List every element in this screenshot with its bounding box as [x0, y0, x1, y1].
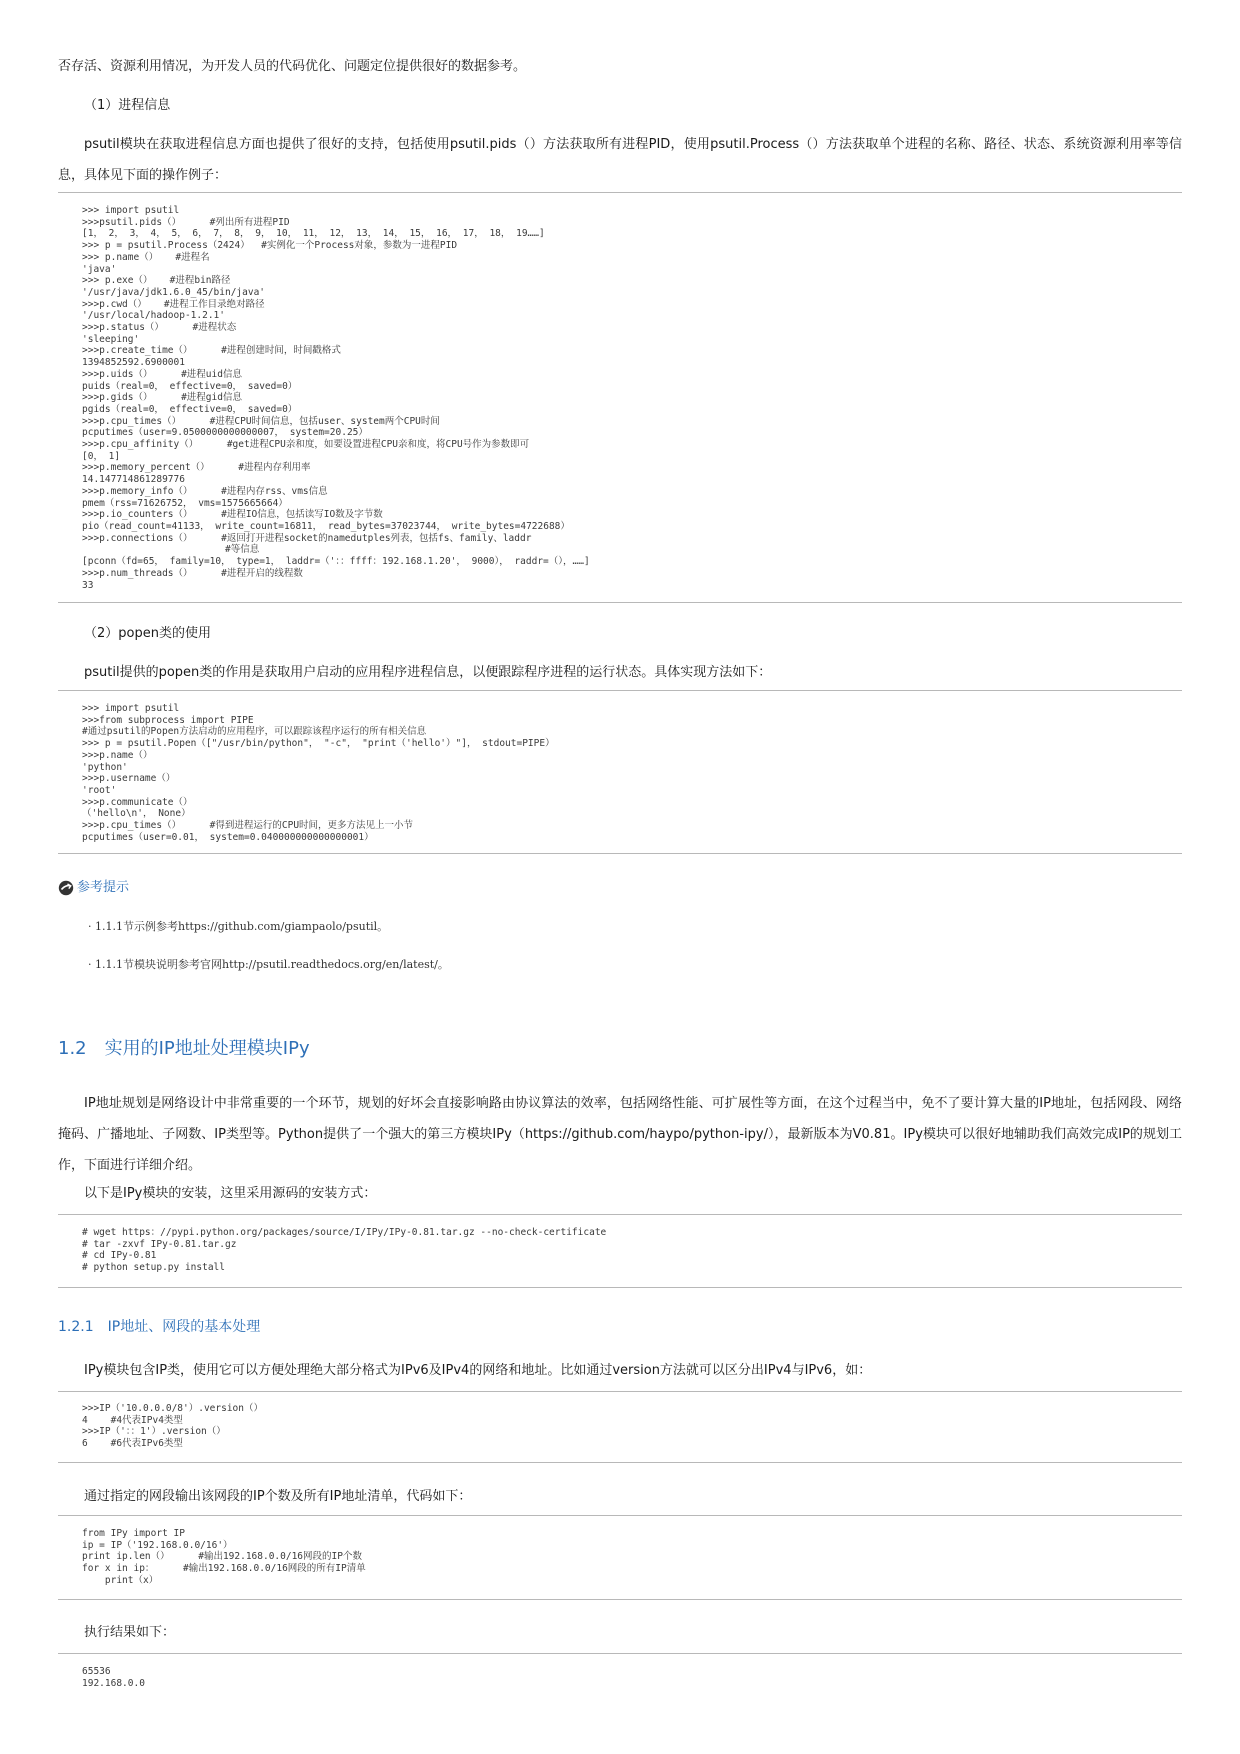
code-line: 1394852592.6900001	[82, 357, 185, 369]
ip-count-paragraph: 通过指定的网段输出该网段的IP个数及所有IP地址清单，代码如下：	[84, 1489, 472, 1504]
code-line: '/usr/java/jdk1.6.0_45/bin/java'	[82, 286, 266, 298]
code-line: 6 #6代表IPv6类型	[82, 1438, 183, 1450]
code-line: >>> import psutil	[82, 703, 180, 714]
code-line: >>>p.gids（） #进程gid信息	[82, 392, 242, 404]
version-paragraph: IPy模块包含IP类，使用它可以方便处理绝大部分格式为IPv6及IPv4的网络和地址。比如通过version方法就可以区分出IPv4与IPv6，如：	[84, 1363, 872, 1378]
code-line: >>>p.cpu_times（） #得到进程运行的CPU时间，更多方法见上一小节	[82, 820, 414, 832]
code-line: >>>p.memory_info（） #进程内存rss、vms信息	[82, 485, 328, 497]
code-line: # tar -zxvf IPy-0.81.tar.gz	[82, 1238, 237, 1250]
code-line: #通过psutil的Popen方法启动的应用程序，可以跟踪该程序运行的所有相关信息	[82, 726, 427, 738]
code-line: from IPy import IP	[82, 1528, 185, 1539]
code-block-top-rule	[58, 1391, 1182, 1392]
code-line: 'python'	[82, 761, 128, 773]
code-line: print ip.len（） #输出192.168.0.0/16网段的IP个数	[82, 1551, 362, 1563]
result-paragraph: 执行结果如下：	[84, 1625, 176, 1640]
code-block-install	[82, 1227, 1172, 1274]
process-info-paragraph: psutil模块在获取进程信息方面也提供了很好的支持，包括使用psutil.pids（）方法获取所有进程PID，使用psutil.Process（）方法获取单个进程的名称、路径、状态、系统资源利用率等信息，具体见下面的操作例子：	[58, 137, 1182, 183]
code-line: for x in ip： #输出192.168.0.0/16网段的所有IP清单	[82, 1563, 366, 1575]
hint-icon	[58, 880, 74, 896]
code-line: 'java'	[82, 263, 117, 275]
code-line: >>>p.create_time（） #进程创建时间，时间戳格式	[82, 345, 341, 357]
code-line: [0， 1]	[82, 450, 121, 462]
code-line: >>> p.exe（） #进程bin路径	[82, 275, 231, 287]
code-line: ip = IP（'192.168.0.0/16'）	[82, 1539, 233, 1551]
code-block-top-rule	[58, 1214, 1182, 1215]
reference-link[interactable]: · 1.1.1节示例参考https://github.com/giampaolo/psutil。	[88, 920, 389, 933]
code-line: 'sleeping'	[82, 333, 140, 345]
code-line: '/usr/local/hadoop-1.2.1'	[82, 310, 225, 322]
code-line: # cd IPy-0.81	[82, 1250, 157, 1262]
code-line: #等信息	[82, 544, 260, 556]
code-line: >>>IP（'：：1'）.version（）	[82, 1426, 226, 1438]
code-line: >>>p.cpu_affinity（） #get进程CPU亲和度，如要设置进程CPU亲和度，将CPU号作为参数即可	[82, 439, 530, 451]
code-line: >>>IP（'10.0.0.0/8'）.version（）	[82, 1403, 263, 1414]
code-block-process	[82, 205, 1172, 591]
code-line: 'root'	[82, 784, 117, 796]
popen-paragraph: psutil提供的popen类的作用是获取用户启动的应用程序进程信息，以便跟踪程序进程的运行状态。具体实现方法如下：	[84, 665, 772, 680]
code-block-top-rule	[58, 192, 1182, 193]
intro-paragraph: 否存活、资源利用情况，为开发人员的代码优化、问题定位提供很好的数据参考。	[58, 59, 527, 74]
code-line: # python setup.py install	[82, 1262, 225, 1274]
code-line: >>> import psutil	[82, 205, 180, 216]
code-line: 65536	[82, 1666, 111, 1677]
code-block-bottom-rule	[58, 1462, 1182, 1463]
code-line: >>>p.username（）	[82, 773, 176, 785]
code-line: puids（real=0， effective=0， saved=0）	[82, 380, 298, 392]
code-line: pgids（real=0， effective=0， saved=0）	[82, 403, 298, 415]
code-block-top-rule	[58, 1653, 1182, 1654]
code-block-popen	[82, 703, 1172, 843]
install-paragraph: 以下是IPy模块的安装，这里采用源码的安装方式：	[84, 1186, 377, 1201]
section-heading: 1.2 实用的IP地址处理模块IPy	[58, 1038, 310, 1059]
code-line: 192.168.0.0	[82, 1677, 145, 1689]
code-line: >>>p.uids（） #进程uid信息	[82, 368, 242, 380]
code-line: >>>p.status（） #进程状态	[82, 322, 237, 334]
code-line: 4 #4代表IPv4类型	[82, 1414, 183, 1426]
code-line: [pconn（fd=65， family=10， type=1， laddr=（'：：ffff：192.168.1.20'， 9000）， raddr=（），……]	[82, 556, 590, 568]
popen-heading: （2）popen类的使用	[84, 626, 211, 641]
code-line: >>>p.memory_percent（） #进程内存利用率	[82, 462, 311, 474]
code-block-bottom-rule	[58, 853, 1182, 854]
code-line: print（x）	[82, 1574, 159, 1586]
process-info-heading: （1）进程信息	[84, 98, 171, 113]
code-line: >>>p.io_counters（） #进程IO信息，包括读写IO数及字节数	[82, 509, 383, 521]
code-block-bottom-rule	[58, 1599, 1182, 1600]
code-line: >>> p = psutil.Popen（["/usr/bin/python"， "-c"， "print（'hello'）"]， stdout=PIPE）	[82, 738, 555, 750]
code-line: 33	[82, 579, 94, 591]
code-line: pio（read_count=41133， write_count=16811， read_bytes=37023744， write_bytes=4722688）	[82, 520, 570, 532]
code-block-top-rule	[58, 1515, 1182, 1516]
code-block-top-rule	[58, 690, 1182, 691]
code-block-bottom-rule	[58, 1287, 1182, 1288]
code-block-ip-count	[82, 1528, 1172, 1587]
code-block-result	[82, 1666, 1172, 1689]
code-line: >>> p.name（） #进程名	[82, 251, 210, 263]
subsection-heading: 1.2.1 IP地址、网段的基本处理	[58, 1319, 261, 1335]
code-line: [1， 2， 3， 4， 5， 6， 7， 8， 9， 10， 11， 12， 13， 14， 15， 16， 17， 18， 19……]	[82, 228, 545, 240]
code-line: 14.147714861289776	[82, 474, 185, 486]
code-line: pcputimes（user=0.01， system=0.040000000000000001）	[82, 831, 374, 843]
code-line: pmem（rss=71626752， vms=1575665664）	[82, 497, 288, 509]
hint-title: 参考提示	[77, 880, 130, 895]
code-line: >>>p.communicate（）	[82, 796, 193, 808]
ipy-intro-paragraph: IP地址规划是网络设计中非常重要的一个环节，规划的好坏会直接影响路由协议算法的效率，包括网络性能、可扩展性等方面，在这个过程当中，免不了要计算大量的IP地址，包括网段、网络掩码、广播地址、子网数、IP类型等。Python提供了一个强大的第三方模块IPy（https://github.com/haypo/python-ipy/），最新版本为V0.81。IPy模块可以很好地辅助我们高效完成IP的规划工作，下面进行详细介绍。	[58, 1096, 1182, 1173]
code-line: >>>p.cpu_times（） #进程CPU时间信息，包括user、system两个CPU时间	[82, 415, 440, 427]
reference-link[interactable]: · 1.1.1节模块说明参考官网http://psutil.readthedocs.org/en/latest/。	[88, 958, 449, 971]
code-line: >>>from subprocess import PIPE	[82, 714, 254, 726]
code-line: >>>p.connections（） #返回打开进程socket的namedutples列表，包括fs、family、laddr	[82, 532, 532, 544]
code-line: >>>p.name（）	[82, 749, 153, 761]
code-line: pcputimes（user=9.0500000000000007， system=20.25）	[82, 427, 368, 439]
code-block-version	[82, 1403, 1172, 1450]
code-line: （'hello\n'， None）	[82, 808, 191, 820]
code-line: # wget https：//pypi.python.org/packages/source/I/IPy/IPy-0.81.tar.gz --no-check-certificate	[82, 1227, 607, 1238]
code-line: >>>psutil.pids（） #列出所有进程PID	[82, 216, 290, 228]
code-block-bottom-rule	[58, 602, 1182, 603]
code-line: >>>p.cwd（） #进程工作目录绝对路径	[82, 298, 265, 310]
code-line: >>> p = psutil.Process（2424） #实例化一个Process对象，参数为一进程PID	[82, 240, 458, 252]
code-line: >>>p.num_threads（） #进程开启的线程数	[82, 567, 303, 579]
